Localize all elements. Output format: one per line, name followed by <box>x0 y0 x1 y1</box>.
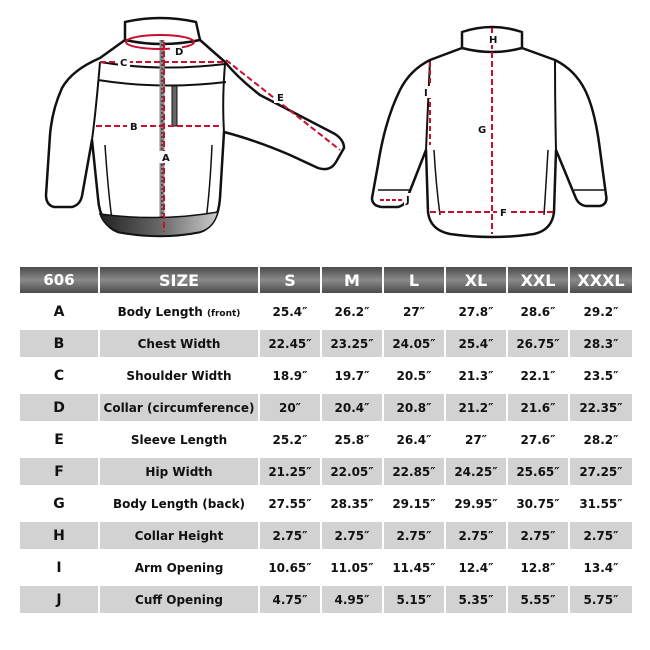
row-code: H <box>20 522 98 549</box>
size-value-cell: 5.55″ <box>506 586 568 613</box>
table-row <box>20 362 632 389</box>
measurement-name-text: Cuff Opening <box>135 592 223 607</box>
label-d: D <box>175 47 184 58</box>
measurement-qualifier: (front) <box>206 308 241 319</box>
size-value-cell: 28.35″ <box>320 490 382 517</box>
size-value-cell: 12.4″ <box>444 554 506 581</box>
size-value-cell: 22.05″ <box>320 458 382 485</box>
row-code: E <box>54 431 64 448</box>
size-value-cell: 12.8″ <box>506 554 568 581</box>
size-value-cell: 27″ <box>382 298 444 325</box>
label-h: H <box>489 35 498 46</box>
measurement-name-text: Body Length <box>117 304 203 319</box>
size-value-cell: 27.55″ <box>258 490 320 517</box>
table-row <box>20 458 632 485</box>
header-xl: XL <box>444 267 506 293</box>
size-value-cell: 2.75″ <box>444 522 506 549</box>
header-s: S <box>258 267 320 293</box>
size-value-cell: 23.5″ <box>568 362 632 389</box>
size-value-cell: 28.6″ <box>506 298 568 325</box>
size-value-cell: 26.2″ <box>320 298 382 325</box>
size-chart-table <box>20 262 632 618</box>
size-value-cell: 24.05″ <box>382 330 444 357</box>
measurement-name-text: Collar (circumference) <box>103 400 255 415</box>
size-value-cell: 25.4″ <box>444 330 506 357</box>
row-code: A <box>53 303 65 320</box>
size-value-cell: 30.75″ <box>506 490 568 517</box>
size-value-cell: 25.8″ <box>320 426 382 453</box>
header-l: L <box>382 267 444 293</box>
measurement-name-text: Hip Width <box>145 464 213 479</box>
row-measurement-name <box>98 522 258 549</box>
size-value-cell: 5.15″ <box>382 586 444 613</box>
size-value-cell: 21.6″ <box>506 394 568 421</box>
row-measurement-name <box>98 458 258 485</box>
header-model: 606 <box>20 267 98 293</box>
size-value-cell: 20″ <box>258 394 320 421</box>
size-value-cell: 2.75″ <box>568 522 632 549</box>
table-row <box>20 490 632 517</box>
size-value-cell: 5.35″ <box>444 586 506 613</box>
size-value-cell: 22.35″ <box>568 394 632 421</box>
label-f: F <box>500 208 507 219</box>
size-value-cell: 20.4″ <box>320 394 382 421</box>
label-e: E <box>277 93 284 104</box>
row-measurement-name <box>98 426 258 453</box>
size-value-cell: 21.2″ <box>444 394 506 421</box>
table-row <box>20 426 632 453</box>
size-value-cell: 2.75″ <box>258 522 320 549</box>
row-code: I <box>56 559 62 576</box>
table-row <box>20 586 632 613</box>
row-code: F <box>20 458 98 485</box>
size-value-cell: 28.3″ <box>568 330 632 357</box>
size-value-cell: 5.75″ <box>568 586 632 613</box>
size-value-cell: 26.4″ <box>382 426 444 453</box>
size-value-cell: 27.8″ <box>444 298 506 325</box>
row-code: C <box>53 367 65 384</box>
measurement-name-text: Sleeve Length <box>130 432 228 447</box>
table-header-row <box>20 267 632 293</box>
size-value-cell: 21.25″ <box>258 458 320 485</box>
size-value-cell: 25.65″ <box>506 458 568 485</box>
size-value-cell: 2.75″ <box>320 522 382 549</box>
size-value-cell: 24.25″ <box>444 458 506 485</box>
size-value-cell: 4.95″ <box>320 586 382 613</box>
label-a: A <box>162 153 170 164</box>
row-code: G <box>53 495 65 512</box>
measurement-name-text: Body Length (back) <box>112 496 246 511</box>
row-measurement-name <box>98 586 258 613</box>
size-value-cell: 25.2″ <box>258 426 320 453</box>
table-row <box>20 394 632 421</box>
size-value-cell: 23.25″ <box>320 330 382 357</box>
size-value-cell: 22.1″ <box>506 362 568 389</box>
label-g: G <box>478 125 487 136</box>
header-xxl: XXL <box>506 267 568 293</box>
size-value-cell: 20.5″ <box>382 362 444 389</box>
jacket-diagram <box>0 0 650 255</box>
size-value-cell: 29.95″ <box>444 490 506 517</box>
label-j: J <box>406 195 410 206</box>
row-measurement-name <box>98 394 258 421</box>
size-value-cell: 26.75″ <box>506 330 568 357</box>
label-b: B <box>130 122 138 133</box>
size-value-cell: 27″ <box>444 426 506 453</box>
size-value-cell: 2.75″ <box>506 522 568 549</box>
table-row <box>20 298 632 325</box>
size-value-cell: 19.7″ <box>320 362 382 389</box>
size-value-cell: 4.75″ <box>258 586 320 613</box>
size-value-cell: 27.25″ <box>568 458 632 485</box>
table-row <box>20 522 632 549</box>
size-value-cell: 28.2″ <box>568 426 632 453</box>
measurement-name-text: Shoulder Width <box>126 368 232 383</box>
row-code: D <box>20 394 98 421</box>
size-value-cell: 29.15″ <box>382 490 444 517</box>
size-value-cell: 22.85″ <box>382 458 444 485</box>
row-measurement-name <box>98 490 258 517</box>
row-measurement-name <box>98 362 258 389</box>
size-value-cell: 20.8″ <box>382 394 444 421</box>
size-value-cell: 31.55″ <box>568 490 632 517</box>
header-size: SIZE <box>98 267 258 293</box>
size-value-cell: 27.6″ <box>506 426 568 453</box>
row-code: J <box>20 586 98 613</box>
header-m: M <box>320 267 382 293</box>
table-row <box>20 330 632 357</box>
size-value-cell: 11.05″ <box>320 554 382 581</box>
size-value-cell: 10.65″ <box>258 554 320 581</box>
label-c: C <box>120 58 128 69</box>
row-code: B <box>20 330 98 357</box>
table-row <box>20 554 632 581</box>
measurement-name-text: Collar Height <box>134 528 224 543</box>
header-xxxl: XXXL <box>568 267 632 293</box>
row-measurement-name <box>98 330 258 357</box>
measurement-name-text: Arm Opening <box>134 560 224 575</box>
size-value-cell: 25.4″ <box>258 298 320 325</box>
size-value-cell: 18.9″ <box>258 362 320 389</box>
size-value-cell: 13.4″ <box>568 554 632 581</box>
size-value-cell: 29.2″ <box>568 298 632 325</box>
size-value-cell: 21.3″ <box>444 362 506 389</box>
size-value-cell: 2.75″ <box>382 522 444 549</box>
label-i: I <box>424 88 428 99</box>
row-measurement-name <box>98 298 258 325</box>
size-value-cell: 11.45″ <box>382 554 444 581</box>
row-measurement-name <box>98 554 258 581</box>
measurement-name-text: Chest Width <box>137 336 221 351</box>
size-value-cell: 22.45″ <box>258 330 320 357</box>
